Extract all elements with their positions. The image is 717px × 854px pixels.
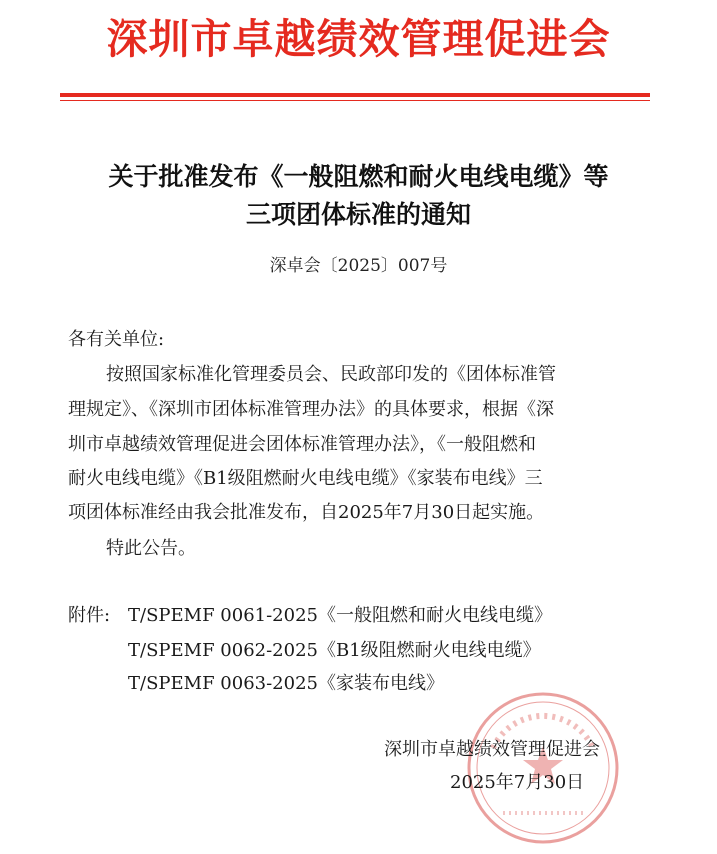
header-rule-thin bbox=[60, 100, 650, 101]
closing-statement: 特此公告。 bbox=[106, 538, 196, 559]
official-seal-stamp bbox=[463, 688, 623, 848]
org-header: 深圳市卓越绩效管理促进会 bbox=[106, 15, 611, 63]
signature-date: 2025年7月30日 bbox=[450, 772, 585, 793]
attachment-item: T/SPEMF 0061-2025《一般阻燃和耐火电线电缆》 bbox=[128, 605, 552, 626]
signature-organization: 深圳市卓越绩效管理促进会 bbox=[384, 739, 600, 760]
paragraph-line: 项团体标准经由我会批准发布，自2025年7月30日起实施。 bbox=[68, 502, 545, 523]
header-rule-thick bbox=[60, 93, 650, 97]
paragraph-line: 按照国家标准化管理委员会、民政部印发的《团体标准管 bbox=[106, 364, 556, 385]
notice-title-line-2: 三项团体标准的通知 bbox=[245, 200, 471, 229]
document-number: 深卓会〔2025〕007号 bbox=[269, 256, 448, 276]
paragraph-line: 理规定》、《深圳市团体标准管理办法》的具体要求，根据《深 bbox=[68, 399, 554, 420]
attachment-item: T/SPEMF 0062-2025《B1级阻燃耐火电线电缆》 bbox=[128, 640, 541, 661]
paragraph-line: 圳市卓越绩效管理促进会团体标准管理办法》，《一般阻燃和 bbox=[68, 434, 536, 455]
attachments-label: 附件: bbox=[68, 605, 111, 626]
paragraph-line: 耐火电线电缆》《B1级阻燃耐火电线电缆》《家装布电线》三 bbox=[68, 468, 543, 489]
salutation: 各有关单位: bbox=[68, 329, 165, 350]
notice-title-line-1: 关于批准发布《一般阻燃和耐火电线电缆》等 bbox=[108, 162, 609, 191]
attachment-item: T/SPEMF 0063-2025《家装布电线》 bbox=[128, 673, 444, 694]
